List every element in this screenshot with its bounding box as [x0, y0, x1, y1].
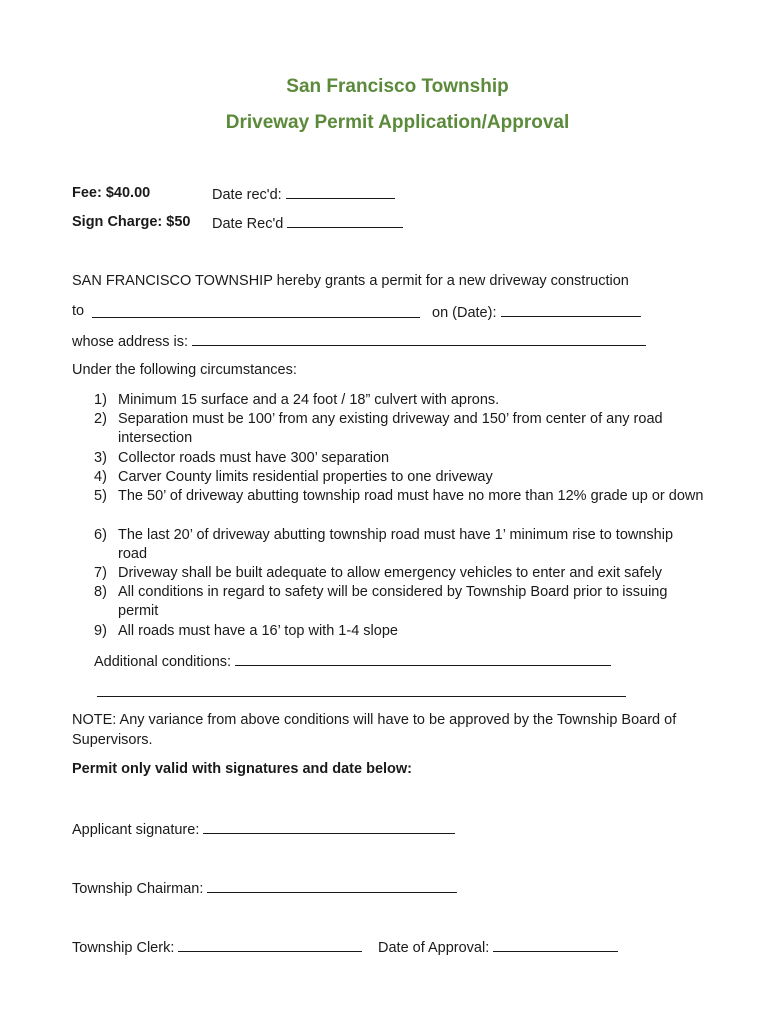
additional-conditions-field-2[interactable]: [97, 681, 626, 697]
condition-number: 6): [94, 527, 107, 543]
condition-number: 5): [94, 488, 107, 504]
approval-date-label: Date of Approval:: [378, 940, 490, 956]
date-label: on (Date):: [432, 305, 497, 321]
condition-text: Separation must be 100’ from any existing driveway and 150’ from center of any road intersection: [118, 411, 663, 447]
additional-label: Additional conditions:: [94, 654, 232, 670]
condition-number: 3): [94, 450, 107, 466]
fee-label: Fee: $40.00: [72, 185, 151, 201]
to-label: to: [72, 303, 85, 319]
grant-intro: SAN FRANCISCO TOWNSHIP hereby grants a permit for a new driveway construction: [72, 273, 629, 289]
chairman-signature-row: [72, 878, 457, 898]
address-field[interactable]: [192, 331, 646, 346]
condition-number: 4): [94, 469, 107, 485]
condition-text: The 50’ of driveway abutting township road must have no more than 12% grade up or down: [118, 488, 704, 504]
form-title: Driveway Permit Application/Approval: [225, 112, 570, 133]
condition-number: 7): [94, 565, 107, 581]
applicant-signature-field[interactable]: [203, 819, 455, 834]
fee-date-label: Date rec'd:: [212, 187, 282, 203]
circumstances-label: Under the following circumstances:: [72, 362, 297, 378]
date-row: [432, 302, 641, 322]
approval-date-field[interactable]: [493, 937, 618, 952]
township-name: San Francisco Township: [286, 76, 509, 97]
address-row: [72, 331, 646, 351]
fee-date-row: [212, 184, 395, 204]
clerk-signature-row: [72, 937, 362, 957]
sign-date-row: [212, 213, 403, 233]
applicant-signature-row: [72, 819, 455, 839]
address-label: whose address is:: [72, 334, 189, 350]
condition-text: All roads must have a 16’ top with 1-4 slope: [118, 623, 398, 639]
additional-row: [94, 651, 611, 671]
fee-date-field[interactable]: [286, 184, 395, 199]
condition-text: All conditions in regard to safety will be considered by Township Board prior to issuing permit: [118, 584, 668, 620]
condition-number: 2): [94, 411, 107, 427]
condition-text: Driveway shall be built adequate to allow emergency vehicles to enter and exit safely: [118, 565, 663, 581]
chairman-signature-label: Township Chairman:: [72, 881, 204, 897]
sign-date-field[interactable]: [287, 213, 403, 228]
validity-statement: Permit only valid with signatures and date below:: [72, 761, 413, 777]
condition-text: Carver County limits residential properties to one driveway: [118, 469, 493, 485]
condition-number: 1): [94, 392, 107, 408]
chairman-signature-field[interactable]: [207, 878, 457, 893]
sign-charge-label: Sign Charge: $50: [72, 214, 191, 230]
clerk-signature-field[interactable]: [178, 937, 362, 952]
sign-date-label: Date Rec'd: [212, 216, 284, 232]
variance-note: NOTE: Any variance from above conditions will have to be approved by the Township Board of Supervisors.: [72, 712, 677, 748]
applicant-signature-label: Applicant signature:: [72, 822, 200, 838]
grant-date-field[interactable]: [501, 302, 641, 317]
clerk-signature-label: Township Clerk:: [72, 940, 175, 956]
additional-conditions-field[interactable]: [235, 651, 611, 666]
condition-text: Minimum 15 surface and a 24 foot / 18” culvert with aprons.: [118, 392, 500, 408]
condition-text: The last 20’ of driveway abutting township road must have 1’ minimum rise to township road: [118, 527, 674, 563]
condition-text: Collector roads must have 300’ separation: [118, 450, 390, 466]
condition-number: 9): [94, 623, 107, 639]
condition-number: 8): [94, 584, 107, 600]
grantee-field[interactable]: [92, 302, 420, 318]
approval-date-row: [378, 937, 618, 957]
